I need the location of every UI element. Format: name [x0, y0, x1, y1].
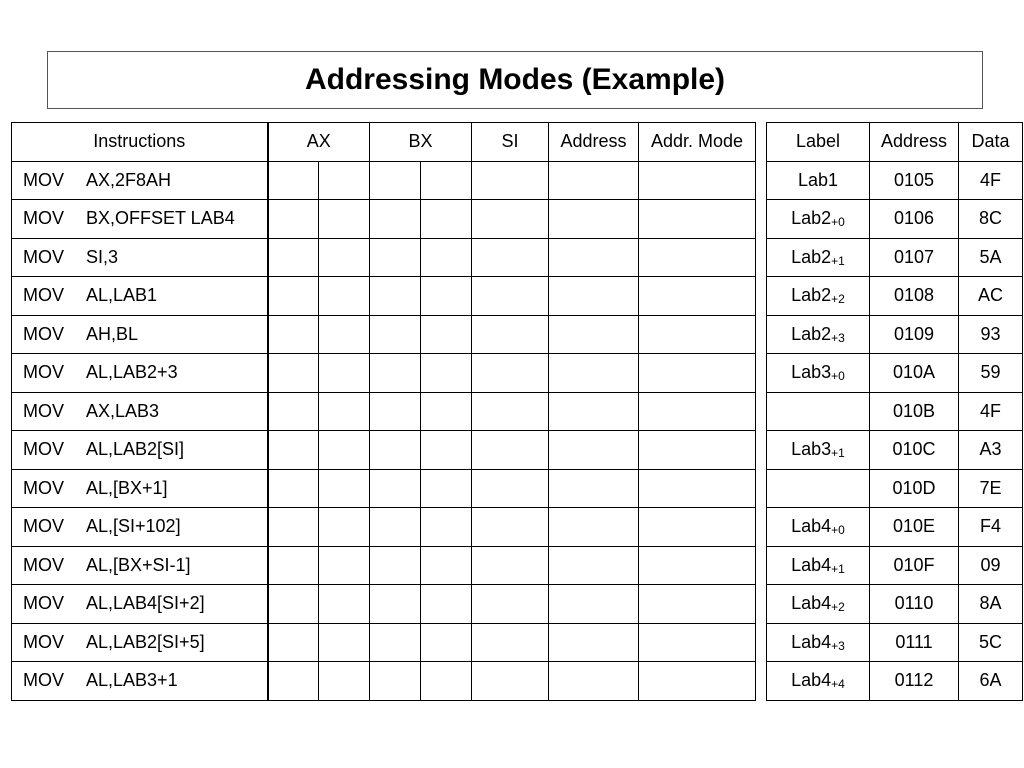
table-row — [767, 623, 1023, 662]
label-cell — [767, 469, 870, 508]
instruction-cell — [12, 662, 268, 701]
addr-mode-cell — [639, 277, 756, 316]
operands: AL,LAB4[SI+2] — [86, 593, 205, 614]
table-row — [767, 585, 1023, 624]
label-name: Lab2 — [791, 285, 832, 306]
addr-mode-cell — [639, 392, 756, 431]
table-row — [12, 431, 756, 470]
ax-low-cell — [319, 585, 370, 624]
ax-high-cell — [268, 662, 319, 701]
instruction-cell — [12, 585, 268, 624]
memory-address-cell: 0112 — [870, 662, 959, 701]
table-row — [12, 623, 756, 662]
address-cell — [549, 277, 639, 316]
memory-table — [766, 122, 1023, 701]
label-offset: +1 — [831, 446, 845, 461]
bx-low-cell — [421, 546, 472, 585]
si-cell — [472, 200, 549, 239]
label-cell — [767, 431, 870, 470]
label-name: Lab4 — [791, 516, 832, 537]
table-row — [12, 585, 756, 624]
bx-high-cell — [370, 392, 421, 431]
addr-mode-cell — [639, 585, 756, 624]
bx-low-cell — [421, 623, 472, 662]
addr-mode-cell — [639, 354, 756, 393]
table-row — [12, 161, 756, 200]
table-row — [767, 508, 1023, 547]
table-row — [12, 238, 756, 277]
address-cell — [549, 585, 639, 624]
bx-low-cell — [421, 200, 472, 239]
label-name: Lab2 — [791, 323, 832, 344]
memory-data-cell: 8A — [959, 585, 1023, 624]
instruction-cell — [12, 508, 268, 547]
table-row — [767, 469, 1023, 508]
ax-high-cell — [268, 623, 319, 662]
operands: AL,[BX+1] — [86, 477, 168, 498]
label-name: Lab2 — [791, 208, 832, 229]
instruction-cell — [12, 238, 268, 277]
table-row — [12, 315, 756, 354]
bx-high-cell — [370, 200, 421, 239]
label-cell — [767, 200, 870, 239]
table-row — [12, 546, 756, 585]
bx-low-cell — [421, 392, 472, 431]
table-row — [12, 662, 756, 701]
title-box — [47, 51, 983, 109]
label-offset: +4 — [831, 677, 845, 692]
memory-data-cell: 6A — [959, 662, 1023, 701]
memory-data-cell: 8C — [959, 200, 1023, 239]
si-cell — [472, 238, 549, 277]
ax-low-cell — [319, 623, 370, 662]
table-row — [12, 200, 756, 239]
address-cell — [549, 392, 639, 431]
operands: AL,LAB1 — [86, 285, 158, 306]
instruction-cell — [12, 200, 268, 239]
bx-high-cell — [370, 508, 421, 547]
label-cell — [767, 392, 870, 431]
address-cell — [549, 431, 639, 470]
label-name: Lab4 — [791, 593, 832, 614]
table-row — [12, 508, 756, 547]
si-cell — [472, 392, 549, 431]
memory-address-cell: 0110 — [870, 585, 959, 624]
addr-mode-cell — [639, 508, 756, 547]
label-cell — [767, 623, 870, 662]
memory-data-cell: 4F — [959, 161, 1023, 200]
ax-high-cell — [268, 238, 319, 277]
label-offset: +0 — [831, 369, 845, 384]
memory-address-cell: 010C — [870, 431, 959, 470]
opcode: MOV — [23, 516, 65, 537]
instruction-table — [11, 122, 756, 701]
memory-address-cell: 010F — [870, 546, 959, 585]
bx-low-cell — [421, 315, 472, 354]
ax-low-cell — [319, 546, 370, 585]
opcode: MOV — [23, 439, 65, 460]
header-bx: BX — [370, 123, 472, 162]
opcode: MOV — [23, 554, 65, 575]
instruction-cell — [12, 546, 268, 585]
memory-data-cell: 59 — [959, 354, 1023, 393]
ax-low-cell — [319, 392, 370, 431]
operands: AL,[BX+SI-1] — [86, 554, 191, 575]
operands: AL,LAB2[SI] — [86, 439, 185, 460]
header-data: Data — [959, 123, 1023, 162]
memory-address-cell: 010A — [870, 354, 959, 393]
label-name: Lab2 — [791, 246, 832, 267]
bx-low-cell — [421, 431, 472, 470]
ax-high-cell — [268, 354, 319, 393]
header-addr-mode: Addr. Mode — [639, 123, 756, 162]
si-cell — [472, 469, 549, 508]
instruction-cell — [12, 277, 268, 316]
header-label: Label — [767, 123, 870, 162]
si-cell — [472, 585, 549, 624]
label-offset: +1 — [831, 253, 845, 268]
label-name: Lab4 — [791, 554, 832, 575]
operands: AL,LAB2+3 — [86, 362, 178, 383]
label-cell — [767, 354, 870, 393]
si-cell — [472, 508, 549, 547]
memory-address-cell: 010D — [870, 469, 959, 508]
ax-high-cell — [268, 546, 319, 585]
memory-address-cell: 0109 — [870, 315, 959, 354]
table-row — [12, 277, 756, 316]
si-cell — [472, 662, 549, 701]
ax-low-cell — [319, 469, 370, 508]
ax-low-cell — [319, 161, 370, 200]
label-offset: +2 — [831, 600, 845, 615]
bx-low-cell — [421, 277, 472, 316]
si-cell — [472, 161, 549, 200]
bx-high-cell — [370, 161, 421, 200]
memory-address-cell: 0106 — [870, 200, 959, 239]
instruction-cell — [12, 431, 268, 470]
opcode: MOV — [23, 631, 65, 652]
memory-address-cell: 0111 — [870, 623, 959, 662]
page-title: Addressing Modes (Example) — [304, 63, 726, 96]
label-offset: +1 — [831, 561, 845, 576]
operands: AL,LAB3+1 — [86, 670, 178, 691]
memory-data-cell: 5C — [959, 623, 1023, 662]
si-cell — [472, 623, 549, 662]
ax-high-cell — [268, 392, 319, 431]
instruction-cell — [12, 469, 268, 508]
addr-mode-cell — [639, 200, 756, 239]
address-cell — [549, 354, 639, 393]
addr-mode-cell — [639, 238, 756, 277]
memory-address-cell: 0107 — [870, 238, 959, 277]
table-row — [767, 161, 1023, 200]
table-row — [12, 392, 756, 431]
table-row — [767, 431, 1023, 470]
header-si: SI — [472, 123, 549, 162]
operands: SI,3 — [86, 246, 119, 267]
memory-data-cell: 7E — [959, 469, 1023, 508]
label-cell — [767, 662, 870, 701]
ax-high-cell — [268, 469, 319, 508]
ax-high-cell — [268, 585, 319, 624]
opcode: MOV — [23, 477, 65, 498]
bx-low-cell — [421, 508, 472, 547]
opcode: MOV — [23, 593, 65, 614]
ax-low-cell — [319, 431, 370, 470]
memory-address-cell: 010B — [870, 392, 959, 431]
instruction-cell — [12, 354, 268, 393]
address-cell — [549, 623, 639, 662]
si-cell — [472, 354, 549, 393]
instruction-cell — [12, 161, 268, 200]
opcode: MOV — [23, 208, 65, 229]
bx-high-cell — [370, 315, 421, 354]
label-name: Lab4 — [791, 631, 832, 652]
label-offset: +0 — [831, 215, 845, 230]
address-cell — [549, 469, 639, 508]
memory-data-cell: 93 — [959, 315, 1023, 354]
operands: BX,OFFSET LAB4 — [86, 208, 235, 229]
table-row — [767, 315, 1023, 354]
address-cell — [549, 662, 639, 701]
si-cell — [472, 277, 549, 316]
bx-low-cell — [421, 469, 472, 508]
ax-low-cell — [319, 200, 370, 239]
memory-data-cell: F4 — [959, 508, 1023, 547]
bx-high-cell — [370, 623, 421, 662]
label-cell — [767, 585, 870, 624]
addr-mode-cell — [639, 662, 756, 701]
addr-mode-cell — [639, 546, 756, 585]
memory-data-cell: 09 — [959, 546, 1023, 585]
operands: AL,LAB2[SI+5] — [86, 631, 205, 652]
label-name: Lab1 — [797, 169, 839, 190]
address-cell — [549, 315, 639, 354]
opcode: MOV — [23, 323, 65, 344]
ax-high-cell — [268, 431, 319, 470]
label-name: Lab3 — [791, 362, 832, 383]
address-cell — [549, 508, 639, 547]
header-mem-address: Address — [870, 123, 959, 162]
table-row — [767, 546, 1023, 585]
operands: AH,BL — [86, 323, 139, 344]
bx-high-cell — [370, 354, 421, 393]
memory-data-cell: AC — [959, 277, 1023, 316]
bx-high-cell — [370, 585, 421, 624]
bx-high-cell — [370, 662, 421, 701]
opcode: MOV — [23, 400, 65, 421]
instruction-header-row — [12, 123, 756, 162]
instruction-cell — [12, 623, 268, 662]
bx-low-cell — [421, 354, 472, 393]
ax-high-cell — [268, 277, 319, 316]
opcode: MOV — [23, 246, 65, 267]
label-offset: +0 — [831, 523, 845, 538]
ax-low-cell — [319, 277, 370, 316]
label-offset: +3 — [831, 330, 845, 345]
table-row — [767, 662, 1023, 701]
si-cell — [472, 315, 549, 354]
table-row — [767, 238, 1023, 277]
opcode: MOV — [23, 285, 65, 306]
memory-header-row — [767, 123, 1023, 162]
instruction-cell — [12, 392, 268, 431]
memory-address-cell: 0108 — [870, 277, 959, 316]
memory-address-cell: 0105 — [870, 161, 959, 200]
operands: AX,2F8AH — [86, 169, 172, 190]
header-instructions: Instructions — [12, 123, 268, 162]
addr-mode-cell — [639, 161, 756, 200]
ax-low-cell — [319, 662, 370, 701]
si-cell — [472, 546, 549, 585]
table-row — [767, 200, 1023, 239]
label-cell — [767, 546, 870, 585]
opcode: MOV — [23, 169, 65, 190]
si-cell — [472, 431, 549, 470]
table-row — [767, 354, 1023, 393]
ax-low-cell — [319, 508, 370, 547]
addr-mode-cell — [639, 623, 756, 662]
addr-mode-cell — [639, 431, 756, 470]
opcode: MOV — [23, 670, 65, 691]
memory-data-cell: 5A — [959, 238, 1023, 277]
address-cell — [549, 546, 639, 585]
table-row — [12, 469, 756, 508]
ax-low-cell — [319, 315, 370, 354]
header-address: Address — [549, 123, 639, 162]
address-cell — [549, 200, 639, 239]
bx-high-cell — [370, 431, 421, 470]
bx-low-cell — [421, 161, 472, 200]
table-row — [767, 277, 1023, 316]
ax-high-cell — [268, 315, 319, 354]
label-name: Lab4 — [791, 670, 832, 691]
ax-high-cell — [268, 200, 319, 239]
ax-low-cell — [319, 238, 370, 277]
addr-mode-cell — [639, 315, 756, 354]
label-cell — [767, 161, 870, 200]
label-cell — [767, 315, 870, 354]
bx-low-cell — [421, 662, 472, 701]
bx-high-cell — [370, 277, 421, 316]
label-offset: +2 — [831, 292, 845, 307]
memory-address-cell: 010E — [870, 508, 959, 547]
label-offset: +3 — [831, 638, 845, 653]
addr-mode-cell — [639, 469, 756, 508]
bx-low-cell — [421, 585, 472, 624]
label-cell — [767, 508, 870, 547]
header-ax: AX — [268, 123, 370, 162]
table-row — [12, 354, 756, 393]
memory-data-cell: A3 — [959, 431, 1023, 470]
address-cell — [549, 161, 639, 200]
address-cell — [549, 238, 639, 277]
bx-high-cell — [370, 546, 421, 585]
operands: AL,[SI+102] — [86, 516, 181, 537]
label-cell — [767, 277, 870, 316]
label-name: Lab3 — [791, 439, 832, 460]
label-cell — [767, 238, 870, 277]
ax-high-cell — [268, 508, 319, 547]
instruction-cell — [12, 315, 268, 354]
memory-data-cell: 4F — [959, 392, 1023, 431]
bx-low-cell — [421, 238, 472, 277]
opcode: MOV — [23, 362, 65, 383]
bx-high-cell — [370, 238, 421, 277]
ax-high-cell — [268, 161, 319, 200]
table-row — [767, 392, 1023, 431]
bx-high-cell — [370, 469, 421, 508]
ax-low-cell — [319, 354, 370, 393]
operands: AX,LAB3 — [86, 400, 160, 421]
